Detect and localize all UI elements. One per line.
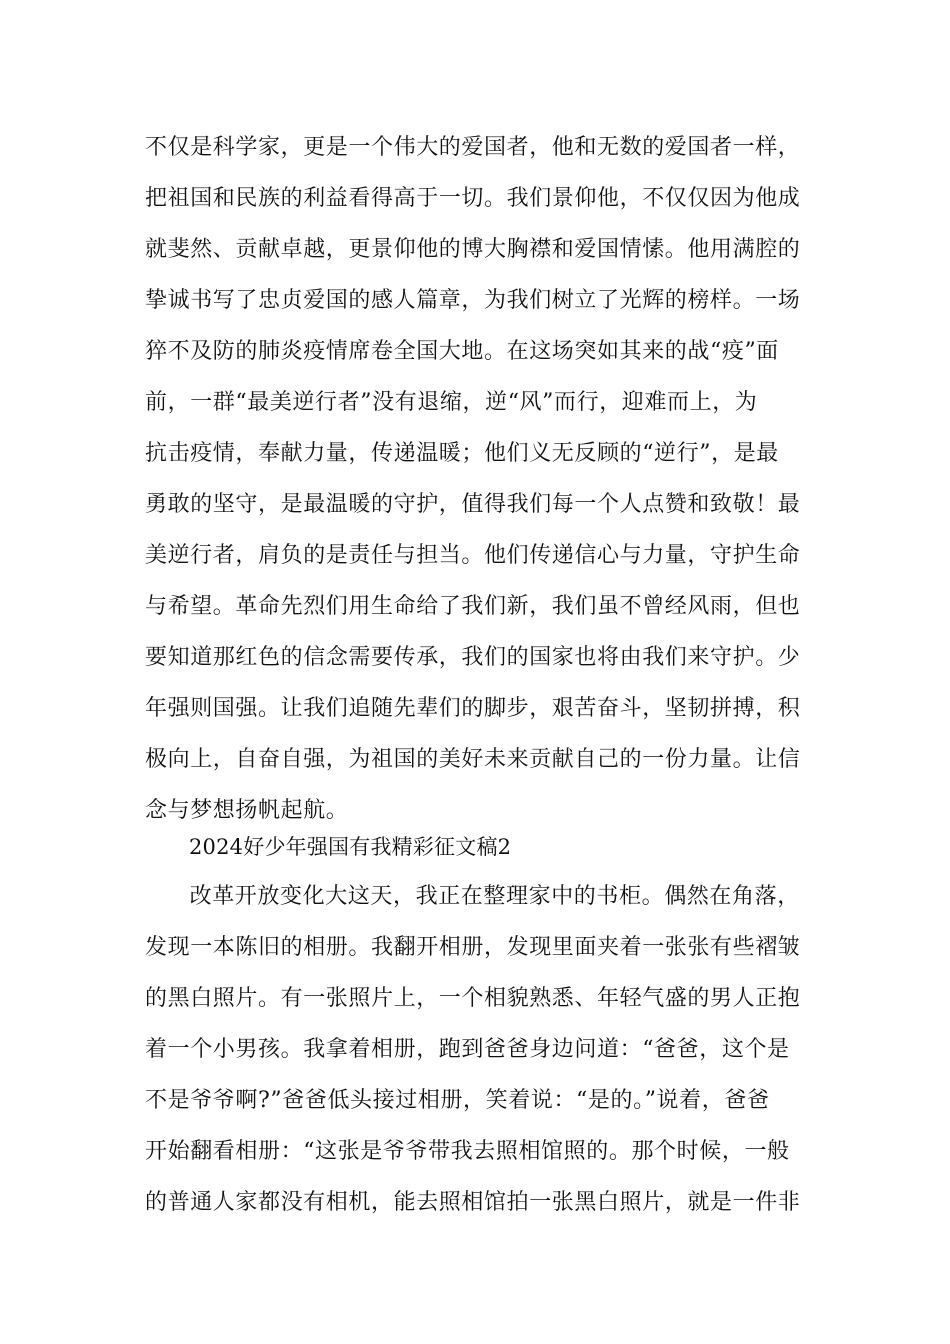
paragraph-line: 着一个小男孩。我拿着相册，跑到爸爸身边问道：“爸爸，这个是 [145, 1037, 790, 1062]
paragraph-line: 就斐然、贡献卓越，更景仰他的博大胸襟和爱国情愫。他用满腔的 [145, 237, 801, 262]
paragraph-line: 要知道那红色的信念需要传承，我们的国家也将由我们来守护。少 [145, 645, 801, 670]
paragraph-line: 把祖国和民族的利益看得高于一切。我们景仰他，不仅仅因为他成 [145, 186, 801, 211]
paragraph-line: 极向上，自奋自强，为祖国的美好未来贡献自己的一份力量。让信 [145, 747, 801, 772]
paragraph-line: 与希望。革命先烈们用生命给了我们新，我们虽不曾经风雨，但也 [145, 594, 801, 619]
paragraph-line: 不仅是科学家，更是一个伟大的爱国者，他和无数的爱国者一样， [145, 135, 801, 160]
paragraph-line: 挚诚书写了忠贞爱国的感人篇章，为我们树立了光辉的榜样。一场 [145, 288, 801, 313]
paragraph-line: 改革开放变化大这天，我正在整理家中的书柜。偶然在角落， [167, 884, 800, 909]
paragraph-line: 发现一本陈旧的相册。我翻开相册，发现里面夹着一张张有些褶皱 [145, 935, 801, 960]
paragraph-line: 念与梦想扬帆起航。 [145, 798, 349, 823]
paragraph-line: 的黑白照片。有一张照片上，一个相貌熟悉、年轻气盛的男人正抱 [145, 986, 801, 1011]
paragraph-line: 前，一群“最美逆行者”没有退缩，逆“风”而行，迎难而上，为 [145, 390, 758, 415]
paragraph-line: 猝不及防的肺炎疫情席卷全国大地。在这场突如其来的战“疫”面 [145, 339, 779, 364]
section-heading: 2024好少年强国有我精彩征文稿2 [189, 835, 512, 859]
paragraph-line: 年强则国强。让我们追随先辈们的脚步，艰苦奋斗，坚韧拼搏，积 [145, 696, 801, 721]
paragraph-line: 勇敢的坚守，是最温暖的守护，值得我们每一个人点赞和致敬！最 [145, 492, 801, 517]
paragraph-line: 不是爷爷啊?”爸爸低头接过相册，笑着说：“是的。”说着，爸爸 [145, 1088, 770, 1113]
paragraph-line: 的普通人家都没有相机，能去照相馆拍一张黑白照片，就是一件非 [145, 1190, 801, 1215]
paragraph-line: 抗击疫情，奉献力量，传递温暖；他们义无反顾的“逆行”，是最 [145, 441, 779, 466]
paragraph-line: 美逆行者，肩负的是责任与担当。他们传递信心与力量，守护生命 [145, 543, 801, 568]
paragraph-line: 开始翻看相册：“这张是爷爷带我去照相馆照的。那个时候，一般 [145, 1139, 790, 1164]
